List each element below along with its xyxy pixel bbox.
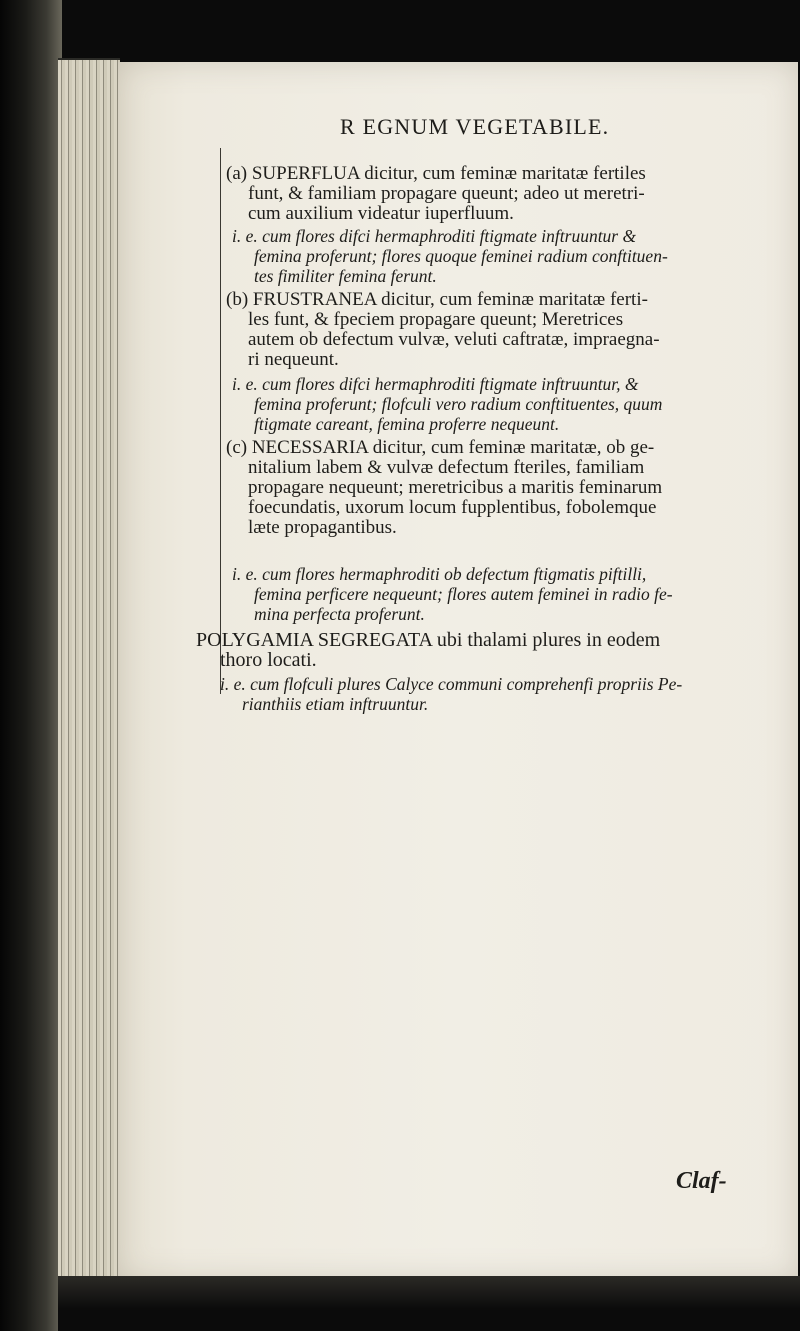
text-line: les funt, & fpeciem propagare queunt; Meretrices: [248, 309, 624, 330]
explanation-polygamia-segregata: [220, 674, 682, 714]
text-line: rianthiis etiam inftruuntur.: [242, 694, 429, 714]
text-line: propagare nequeunt; meretricibus a maritis feminarum: [248, 477, 663, 498]
running-head: R EGNUM VEGETABILE.: [340, 114, 610, 139]
catchword: Claf-: [676, 1168, 727, 1194]
text-line: autem ob defectum vulvæ, veluti caftratæ, impraegna-: [248, 329, 660, 350]
explanation-superflua: [232, 226, 668, 286]
text-line: ftigmate careant, femina proferre nequeunt.: [254, 414, 560, 434]
margin-rule: [220, 148, 221, 694]
entry-polygamia-segregata: [196, 630, 660, 670]
bottom-shadow: [58, 1276, 800, 1331]
text-line: i. e. cum flores hermaphroditi ob defectum ftigmatis piftilli,: [232, 564, 647, 584]
text-line: POLYGAMIA SEGREGATA ubi thalami plures in eodem: [196, 629, 661, 651]
text-line: i. e. cum flofculi plures Calyce communi comprehenfi propriis Pe-: [220, 674, 683, 694]
entry-necessaria: [226, 438, 662, 538]
text-line: (a) SUPERFLUA dicitur, cum feminæ maritatæ fertiles: [226, 163, 646, 184]
text-line: femina proferunt; flores quoque feminei radium conftituen-: [254, 246, 668, 266]
text-line: ri nequeunt.: [248, 349, 339, 370]
explanation-necessaria: [232, 564, 673, 624]
entry-superflua: [226, 164, 646, 224]
text-line: nitalium labem & vulvæ defectum fteriles, familiam: [248, 457, 645, 478]
text-line: foecundatis, uxorum locum fupplentibus, fobolemque: [248, 497, 657, 518]
book-binding: [0, 0, 62, 1331]
explanation-frustranea: [232, 374, 662, 434]
text-line: i. e. cum flores difci hermaphroditi ftigmate inftruuntur &: [232, 226, 637, 246]
text-line: tes fimiliter femina ferunt.: [254, 266, 437, 286]
text-line: mina perfecta proferunt.: [254, 604, 425, 624]
text-line: cum auxilium videatur iuperfluum.: [248, 203, 514, 224]
text-line: læte propagantibus.: [248, 517, 397, 538]
text-line: (b) FRUSTRANEA dicitur, cum feminæ maritatæ ferti-: [226, 289, 648, 310]
text-line: i. e. cum flores difci hermaphroditi ftigmate inftruuntur, &: [232, 374, 639, 394]
entry-frustranea: [226, 290, 660, 370]
text-line: femina proferunt; flofculi vero radium conftituentes, quum: [254, 394, 663, 414]
text-line: funt, & familiam propagare queunt; adeo ut meretri-: [248, 183, 645, 204]
page-edges: [58, 58, 120, 1282]
text-line: (c) NECESSARIA dicitur, cum feminæ maritatæ, ob ge-: [226, 437, 655, 458]
text-line: femina perficere nequeunt; flores autem feminei in radio fe-: [254, 584, 673, 604]
text-line: thoro locati.: [220, 649, 317, 671]
